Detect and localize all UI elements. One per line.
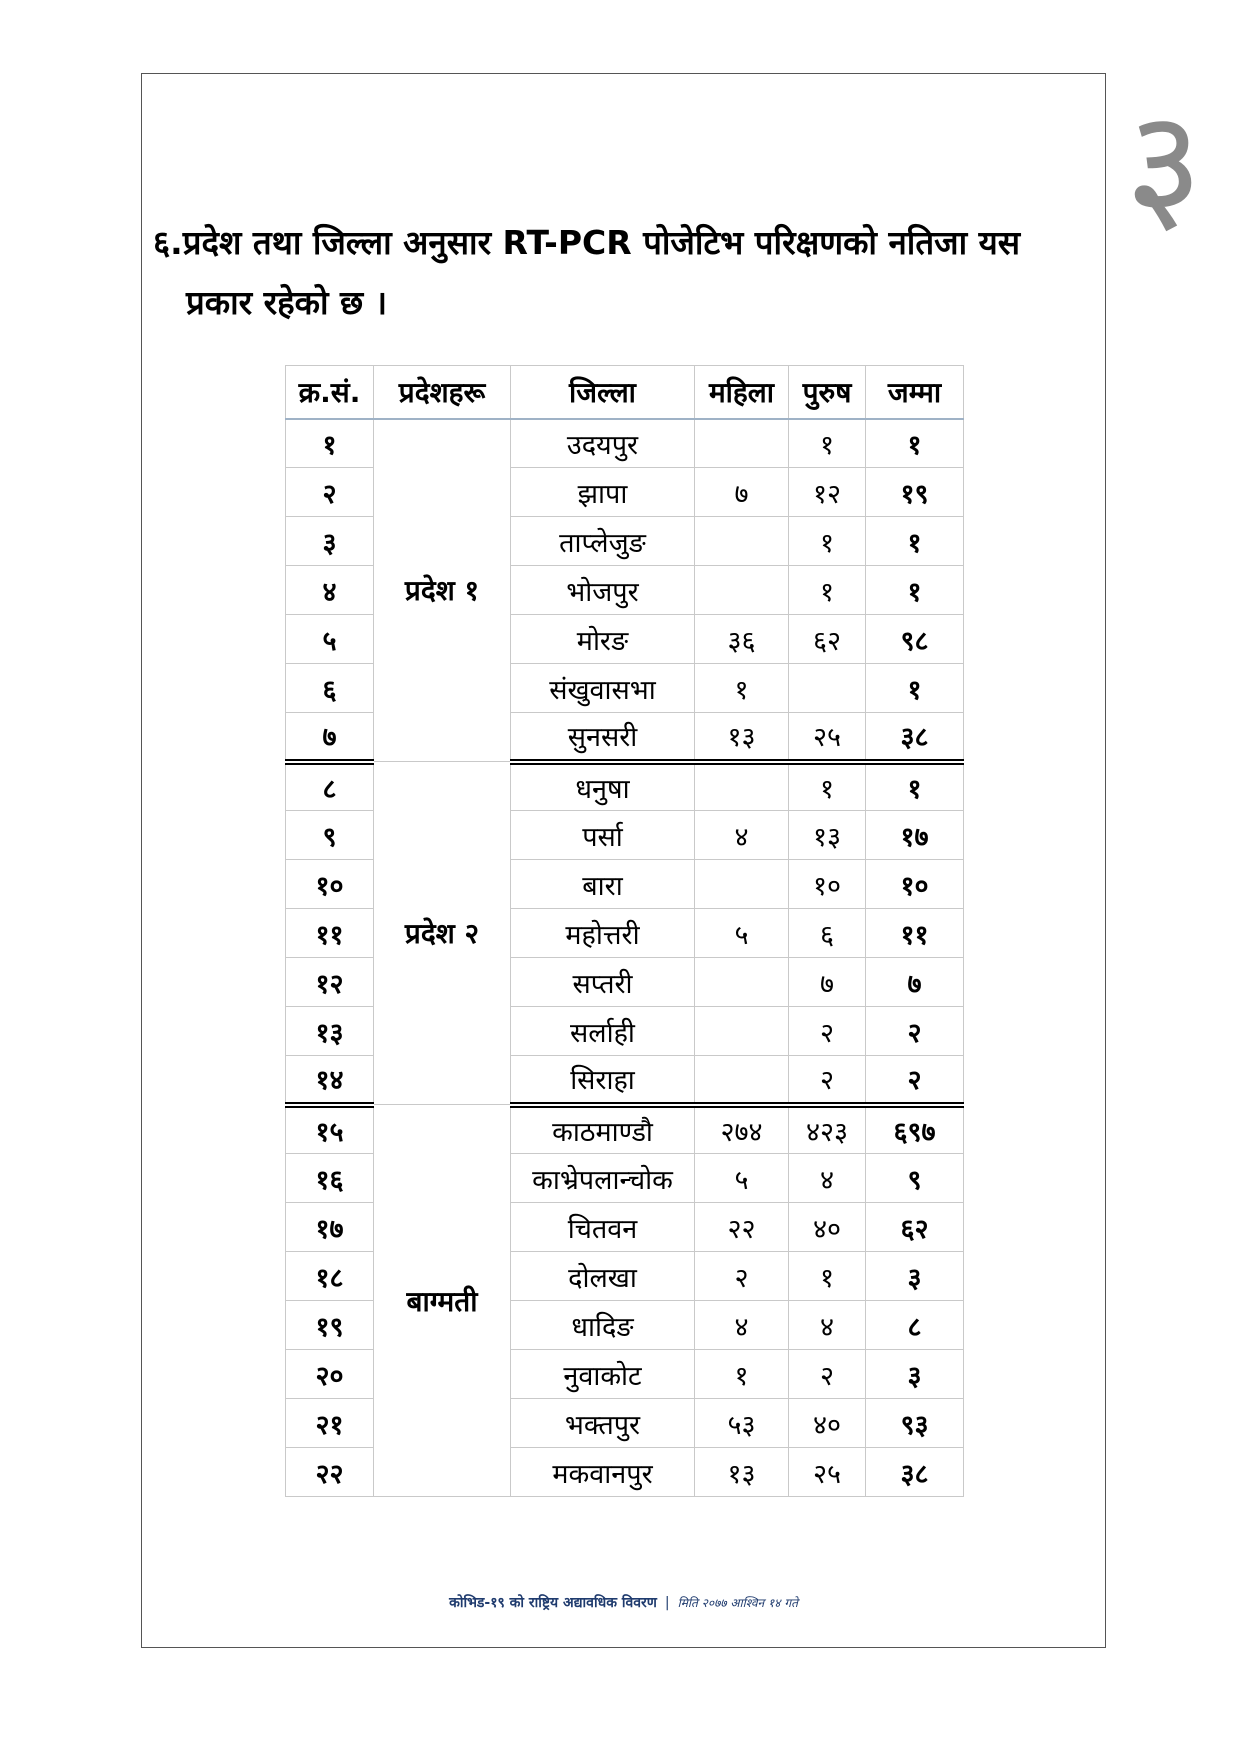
cell-total: ८	[866, 1301, 964, 1350]
cell-female: ४	[695, 811, 789, 860]
cell-district: धनुषा	[511, 762, 695, 811]
cell-male: १	[789, 762, 866, 811]
cell-female: ७	[695, 468, 789, 517]
cell-serial: ३	[286, 517, 374, 566]
cell-total: ७	[866, 958, 964, 1007]
cell-total: ३	[866, 1350, 964, 1399]
cell-serial: ६	[286, 664, 374, 713]
district-results-table	[285, 365, 964, 1497]
cell-district: महोत्तरी	[511, 909, 695, 958]
cell-serial: २२	[286, 1448, 374, 1497]
cell-female: १३	[695, 713, 789, 762]
cell-male	[789, 664, 866, 713]
heading-line-1: ६.प्रदेश तथा जिल्ला अनुसार RT-PCR पोजेटिभ परिक्षणको नतिजा यस	[153, 223, 1021, 262]
table-header-row	[286, 366, 964, 419]
cell-male: १	[789, 517, 866, 566]
cell-district: संखुवासभा	[511, 664, 695, 713]
cell-male: १०	[789, 860, 866, 909]
cell-total: ११	[866, 909, 964, 958]
header-serial: क्र.सं.	[286, 366, 374, 419]
cell-male: ६२	[789, 615, 866, 664]
cell-female	[695, 958, 789, 1007]
cell-female	[695, 762, 789, 811]
page-footer	[141, 1593, 1106, 1612]
cell-total: ३८	[866, 1448, 964, 1497]
cell-female	[695, 1056, 789, 1105]
table-row	[286, 762, 964, 811]
cell-district: दोलखा	[511, 1252, 695, 1301]
cell-serial: १८	[286, 1252, 374, 1301]
cell-serial: २०	[286, 1350, 374, 1399]
heading-line-2: प्रकार रहेको छ ।	[186, 283, 388, 322]
cell-district: भोजपुर	[511, 566, 695, 615]
header-total: जम्मा	[866, 366, 964, 419]
cell-female: ४	[695, 1301, 789, 1350]
footer-title: कोभिड-१९ को राष्ट्रिय अद्यावधिक विवरण	[449, 1595, 657, 1611]
cell-district: मकवानपुर	[511, 1448, 695, 1497]
cell-male: १	[789, 1252, 866, 1301]
cell-province: बाग्मती	[374, 1105, 511, 1497]
footer-separator: |	[664, 1595, 670, 1611]
cell-district: सुनसरी	[511, 713, 695, 762]
cell-female	[695, 860, 789, 909]
cell-male: १३	[789, 811, 866, 860]
cell-female: २७४	[695, 1105, 789, 1154]
cell-total: १७	[866, 811, 964, 860]
cell-female: ५३	[695, 1399, 789, 1448]
page-number: ३	[1125, 78, 1204, 252]
cell-male: १	[789, 419, 866, 468]
cell-district: चितवन	[511, 1203, 695, 1252]
cell-district: सप्तरी	[511, 958, 695, 1007]
cell-total: ६९७	[866, 1105, 964, 1154]
cell-male: ७	[789, 958, 866, 1007]
cell-total: १	[866, 566, 964, 615]
cell-total: ९८	[866, 615, 964, 664]
section-heading	[153, 213, 1093, 333]
cell-male: ४	[789, 1301, 866, 1350]
cell-male: ४०	[789, 1399, 866, 1448]
cell-serial: २	[286, 468, 374, 517]
cell-female: २	[695, 1252, 789, 1301]
table-body	[286, 419, 964, 1497]
cell-female: १३	[695, 1448, 789, 1497]
cell-total: १९	[866, 468, 964, 517]
cell-male: २	[789, 1007, 866, 1056]
cell-female: ३६	[695, 615, 789, 664]
cell-total: ३	[866, 1252, 964, 1301]
cell-district: झापा	[511, 468, 695, 517]
cell-female	[695, 517, 789, 566]
cell-total: २	[866, 1007, 964, 1056]
cell-serial: ११	[286, 909, 374, 958]
table-row	[286, 419, 964, 468]
cell-male: २५	[789, 1448, 866, 1497]
cell-male: १२	[789, 468, 866, 517]
cell-district: मोरङ	[511, 615, 695, 664]
cell-serial: ९	[286, 811, 374, 860]
cell-serial: १०	[286, 860, 374, 909]
cell-serial: १	[286, 419, 374, 468]
cell-male: ४२३	[789, 1105, 866, 1154]
header-district: जिल्ला	[511, 366, 695, 419]
cell-serial: ८	[286, 762, 374, 811]
table-row	[286, 1105, 964, 1154]
header-male: पुरुष	[789, 366, 866, 419]
cell-serial: ५	[286, 615, 374, 664]
cell-serial: १२	[286, 958, 374, 1007]
cell-district: काठमाण्डौ	[511, 1105, 695, 1154]
cell-female: १	[695, 664, 789, 713]
cell-male: २५	[789, 713, 866, 762]
cell-female	[695, 566, 789, 615]
cell-total: ९	[866, 1154, 964, 1203]
cell-district: सिराहा	[511, 1056, 695, 1105]
cell-district: सर्लाही	[511, 1007, 695, 1056]
cell-serial: १३	[286, 1007, 374, 1056]
cell-total: ९३	[866, 1399, 964, 1448]
cell-female: १	[695, 1350, 789, 1399]
footer-date: मिति २०७७ आश्विन १४ गते	[677, 1596, 798, 1610]
cell-district: काभ्रेपलान्चोक	[511, 1154, 695, 1203]
cell-male: ६	[789, 909, 866, 958]
cell-female	[695, 419, 789, 468]
cell-serial: ४	[286, 566, 374, 615]
cell-male: २	[789, 1350, 866, 1399]
cell-province: प्रदेश १	[374, 419, 511, 762]
cell-district: पर्सा	[511, 811, 695, 860]
cell-district: बारा	[511, 860, 695, 909]
cell-total: १	[866, 762, 964, 811]
cell-district: धादिङ	[511, 1301, 695, 1350]
cell-female	[695, 1007, 789, 1056]
cell-female: ५	[695, 909, 789, 958]
cell-district: नुवाकोट	[511, 1350, 695, 1399]
cell-total: २	[866, 1056, 964, 1105]
cell-province: प्रदेश २	[374, 762, 511, 1105]
cell-serial: ७	[286, 713, 374, 762]
cell-serial: १५	[286, 1105, 374, 1154]
cell-total: १	[866, 419, 964, 468]
cell-total: १	[866, 664, 964, 713]
cell-district: उदयपुर	[511, 419, 695, 468]
header-female: महिला	[695, 366, 789, 419]
cell-district: भक्तपुर	[511, 1399, 695, 1448]
cell-district: ताप्लेजुङ	[511, 517, 695, 566]
cell-serial: १४	[286, 1056, 374, 1105]
cell-serial: १९	[286, 1301, 374, 1350]
cell-serial: १७	[286, 1203, 374, 1252]
cell-total: ६२	[866, 1203, 964, 1252]
cell-total: १	[866, 517, 964, 566]
cell-male: १	[789, 566, 866, 615]
cell-male: २	[789, 1056, 866, 1105]
cell-total: ३८	[866, 713, 964, 762]
cell-total: १०	[866, 860, 964, 909]
cell-serial: १६	[286, 1154, 374, 1203]
cell-male: ४	[789, 1154, 866, 1203]
header-province: प्रदेशहरू	[374, 366, 511, 419]
cell-serial: २१	[286, 1399, 374, 1448]
cell-female: २२	[695, 1203, 789, 1252]
cell-female: ५	[695, 1154, 789, 1203]
cell-male: ४०	[789, 1203, 866, 1252]
